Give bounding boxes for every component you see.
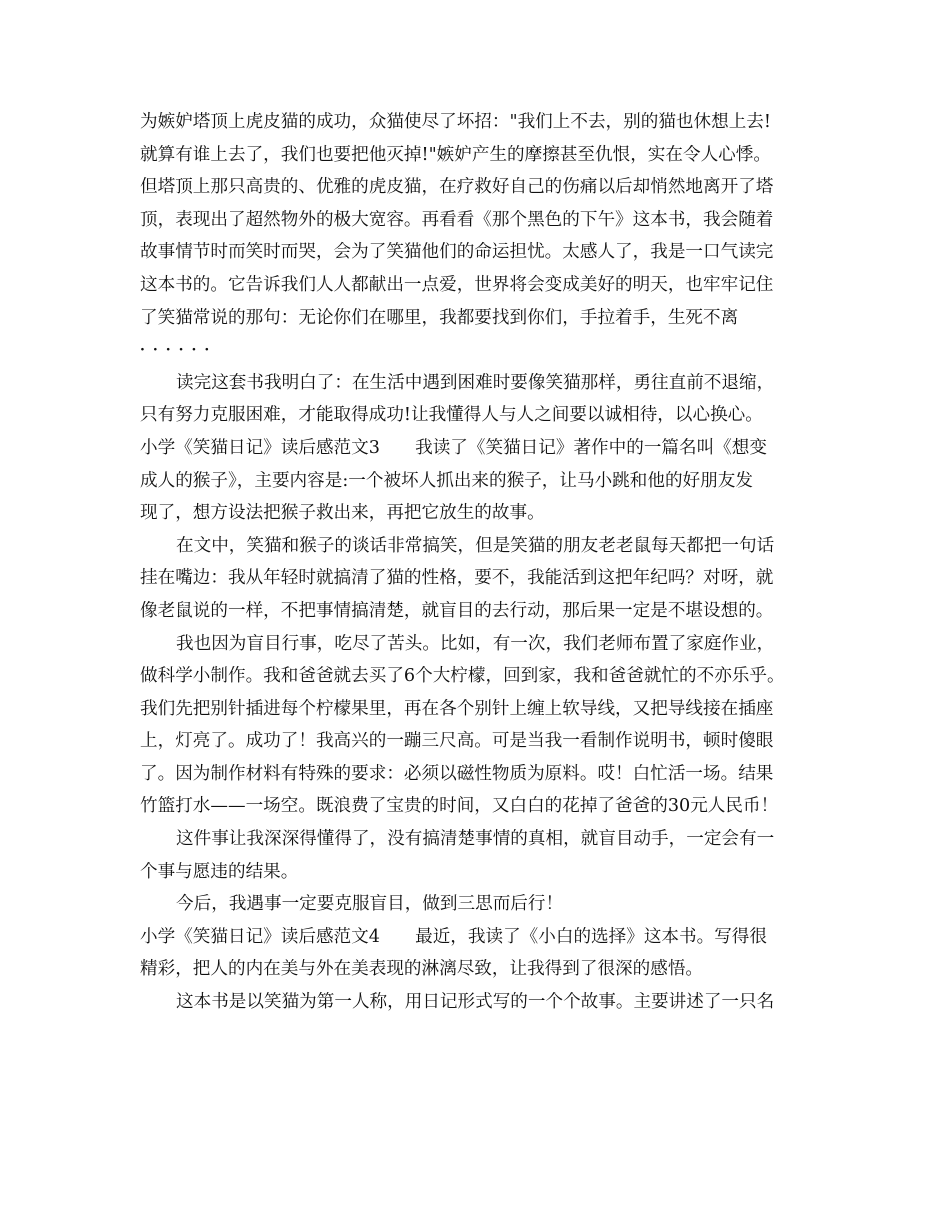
text-line: 了。因为制作材料有特殊的要求：必须以磁性物质为原料。哎！白忙活一场。结果 bbox=[140, 763, 774, 784]
text-line: 精彩，把人的内在美与外在美表现的淋漓尽致，让我得到了很深的感悟。 bbox=[140, 959, 704, 980]
text-line: 读完这套书我明白了：在生活中遇到困难时要像笑猫那样，勇往直前不退缩， bbox=[176, 372, 775, 393]
text-line: 顶，表现出了超然物外的极大宽容。再看看《那个黑色的下午》这本书，我会随着 bbox=[140, 209, 774, 230]
text-line: 但塔顶上那只高贵的、优雅的虎皮猫，在疗救好自己的伤痛以后却悄然地离开了塔 bbox=[140, 177, 774, 198]
text-line: 在文中，笑猫和猴子的谈话非常搞笑，但是笑猫的朋友老老鼠每天都把一句话 bbox=[176, 535, 775, 556]
text-line: 这本书是以笑猫为第一人称，用日记形式写的一个个故事。主要讲述了一只名 bbox=[176, 992, 775, 1013]
text-line: 只有努力克服困难，才能取得成功!让我懂得人与人之间要以诚相待，以心换心。 bbox=[140, 405, 763, 426]
text-line: 挂在嘴边：我从年轻时就搞清了猫的性格，要不，我能活到这把年纪吗？对呀，就 bbox=[140, 568, 774, 589]
text-line: 成人的猴子》，主要内容是:一个被坏人抓出来的猴子，让马小跳和他的好朋友发 bbox=[140, 470, 753, 491]
text-line: 我们先把别针插进每个柠檬果里，再在各个别针上缠上软导线，又把导线接在插座 bbox=[140, 698, 774, 719]
text-line: 故事情节时而笑时而哭，会为了笑猫他们的命运担忧。太感人了，我是一口气读完 bbox=[140, 242, 774, 263]
text-line: 这件事让我深深得懂得了，没有搞清楚事情的真相，就盲目动手，一定会有一 bbox=[176, 829, 775, 850]
text-line: 就算有谁上去了，我们也要把他灭掉!"嫉妒产生的摩擦甚至仇恨，实在令人心悸。 bbox=[140, 144, 771, 165]
text-line: 这本书的。它告诉我们人人都献出一点爱，世界将会变成美好的明天，也牢牢记住 bbox=[140, 274, 774, 295]
text-line: 像老鼠说的一样，不把事情搞清楚，就盲目的去行动，那后果一定是不堪设想的。 bbox=[140, 600, 774, 621]
text-line: 竹篮打水——一场空。既浪费了宝贵的时间，又白白的花掉了爸爸的30元人民币！ bbox=[140, 796, 779, 817]
text-line: 今后，我遇事一定要克服盲目，做到三思而后行！ bbox=[176, 894, 564, 915]
text-line: 小学《笑猫日记》读后感范文4 最近，我读了《小白的选择》这本书。写得很 bbox=[140, 926, 767, 947]
text-line: 我也因为盲目行事，吃尽了苦头。比如，有一次，我们老师布置了家庭作业， bbox=[176, 633, 775, 654]
text-line: 为嫉妒塔顶上虎皮猫的成功，众猫使尽了坏招："我们上不去，别的猫也休想上去! bbox=[140, 112, 771, 132]
text-line: 了笑猫常说的那句：无论你们在哪里，我都要找到你们，手拉着手，生死不离 bbox=[140, 307, 739, 328]
text-line: 做科学小制作。我和爸爸就去买了6个大柠檬，回到家，我和爸爸就忙的不亦乐乎。 bbox=[140, 666, 785, 687]
text-line: 现了，想方设法把猴子救出来，再把它放生的故事。 bbox=[140, 503, 545, 524]
document-body bbox=[140, 106, 820, 1019]
text-line: 个事与愿违的结果。 bbox=[140, 861, 299, 882]
text-line: 上，灯亮了。成功了！我高兴的一蹦三尺高。可是当我一看制作说明书，顿时傻眼 bbox=[140, 731, 774, 752]
text-line: 小学《笑猫日记》读后感范文3 我读了《笑猫日记》著作中的一篇名叫《想变 bbox=[140, 437, 767, 458]
text-line: ······ bbox=[140, 342, 218, 359]
